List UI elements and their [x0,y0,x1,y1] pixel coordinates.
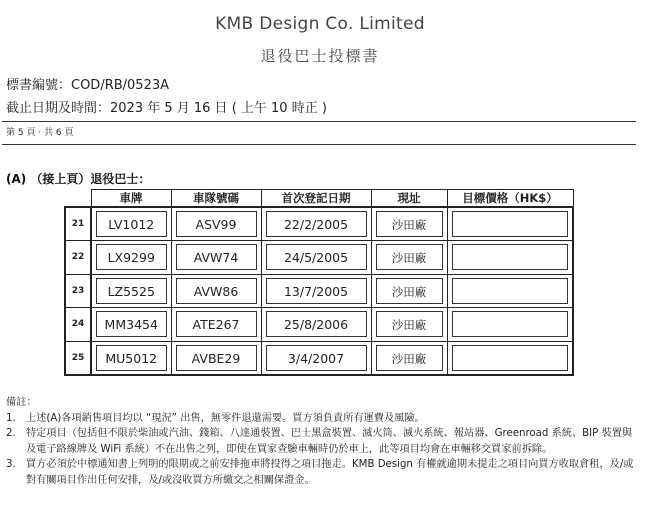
price-box[interactable] [452,345,569,371]
plate-cell [91,341,171,375]
fleet-cell [171,207,261,241]
price-box[interactable] [452,278,569,304]
reg-date-cell [261,241,371,275]
page-number: 第 5 頁 · 共 6 頁 [6,128,74,138]
location-cell [371,308,447,342]
price-box[interactable] [452,311,569,337]
fleet-cell [171,241,261,275]
list-item [6,426,636,457]
cell-text: 沙田廠 [376,244,443,270]
cell-text: 24/5/2005 [266,244,367,270]
cell-text: AVW74 [176,244,257,270]
column-header-target-price: 目標價格（HK$） [447,190,573,208]
target-price-input[interactable] [447,274,573,308]
list-item [6,457,636,488]
cell-text: LZ5525 [96,278,167,304]
remarks-list [6,411,636,489]
table-row [65,207,573,241]
target-price-input[interactable] [447,241,573,275]
remark-text: 買方必須於中標通知書上列明的限期或之前安排拖車將投得之項目拖走。KMB Design 有權就逾期未提走之項目向買方收取倉租，及/或對有關項目作出任何安排，及/或沒收買方所繳交之相關保證金。 [26,459,634,486]
cell-text: 3/4/2007 [266,345,367,371]
remarks [6,395,636,488]
remark-number: 1. [6,412,16,424]
target-price-input[interactable] [447,341,573,375]
cell-text: ASV99 [176,211,257,237]
row-index: 22 [65,241,91,275]
price-box[interactable] [452,244,569,270]
row-index: 23 [65,274,91,308]
index-header [65,190,91,208]
header-divider [2,121,636,122]
column-header-location: 現址 [371,190,447,208]
target-price-input[interactable] [447,207,573,241]
remark-number: 3. [6,459,16,470]
cell-text: MM3454 [96,311,167,337]
location-cell [371,241,447,275]
cell-text: AVBE29 [176,345,257,371]
row-index: 25 [65,341,91,375]
cell-text: AVW86 [176,278,257,304]
fleet-cell [171,341,261,375]
cell-text: 沙田廠 [376,278,443,304]
cell-text: 13/7/2005 [266,278,367,304]
reg-date-cell [261,274,371,308]
row-index: 21 [65,207,91,241]
closing-deadline: 截止日期及時間：2023 年 5 月 16 日 ( 上午 10 時正 ) [6,101,327,116]
column-header-reg-date: 首次登記日期 [261,190,371,208]
reg-date-cell [261,308,371,342]
page-divider [2,144,636,145]
table-header-row [65,190,573,208]
cell-text: 沙田廠 [376,311,443,337]
cell-text: MU5012 [96,345,167,371]
row-index: 24 [65,308,91,342]
cell-text: LV1012 [96,211,167,237]
table-row [65,241,573,275]
reg-date-cell [261,207,371,241]
remark-text: 特定項目（包括但不限於柴油或汽油、錢箱、八達通裝置、巴士黑盒裝置、滅火筒、滅火系統、報站器、Greenroad 系統、BIP 裝置與及電子路線牌及 WiFi 系統）不在出售之列，即使在買家查驗車輛時仍於車上，此等項目均會在車輛移交買家前拆除。 [26,428,633,455]
plate-cell [91,308,171,342]
plate-cell [91,207,171,241]
document-title: 退役巴士投標書 [260,47,380,65]
company-name: KMB Design Co. Limited [215,14,425,34]
section-title: (A) （接上頁）退役巴士： [6,172,151,186]
fleet-cell [171,308,261,342]
cell-text: LX9299 [96,244,167,270]
fleet-cell [171,274,261,308]
list-item [6,411,636,427]
location-cell [371,207,447,241]
table-row [65,274,573,308]
column-header-plate: 車牌 [91,190,171,208]
remark-text: 上述(A)各項銷售項目均以 “現況” 出售，無零件退還需要。買方須負責所有運費及風險。 [26,412,425,424]
cell-text: 25/8/2006 [266,311,367,337]
reg-date-cell [261,341,371,375]
plate-cell [91,274,171,308]
location-cell [371,274,447,308]
location-cell [371,341,447,375]
target-price-input[interactable] [447,308,573,342]
price-box[interactable] [452,211,569,237]
cell-text: 沙田廠 [376,345,443,371]
table-row [65,341,573,375]
remark-number: 2. [6,428,16,439]
plate-cell [91,241,171,275]
cell-text: 沙田廠 [376,211,443,237]
cell-text: 22/2/2005 [266,211,367,237]
table-row [65,308,573,342]
cell-text: ATE267 [176,311,257,337]
tender-reference: 標書編號：COD/RB/0523A [6,78,170,93]
bus-table [64,189,574,376]
column-header-fleet: 車隊號碼 [171,190,261,208]
remarks-heading: 備註： [6,397,37,408]
